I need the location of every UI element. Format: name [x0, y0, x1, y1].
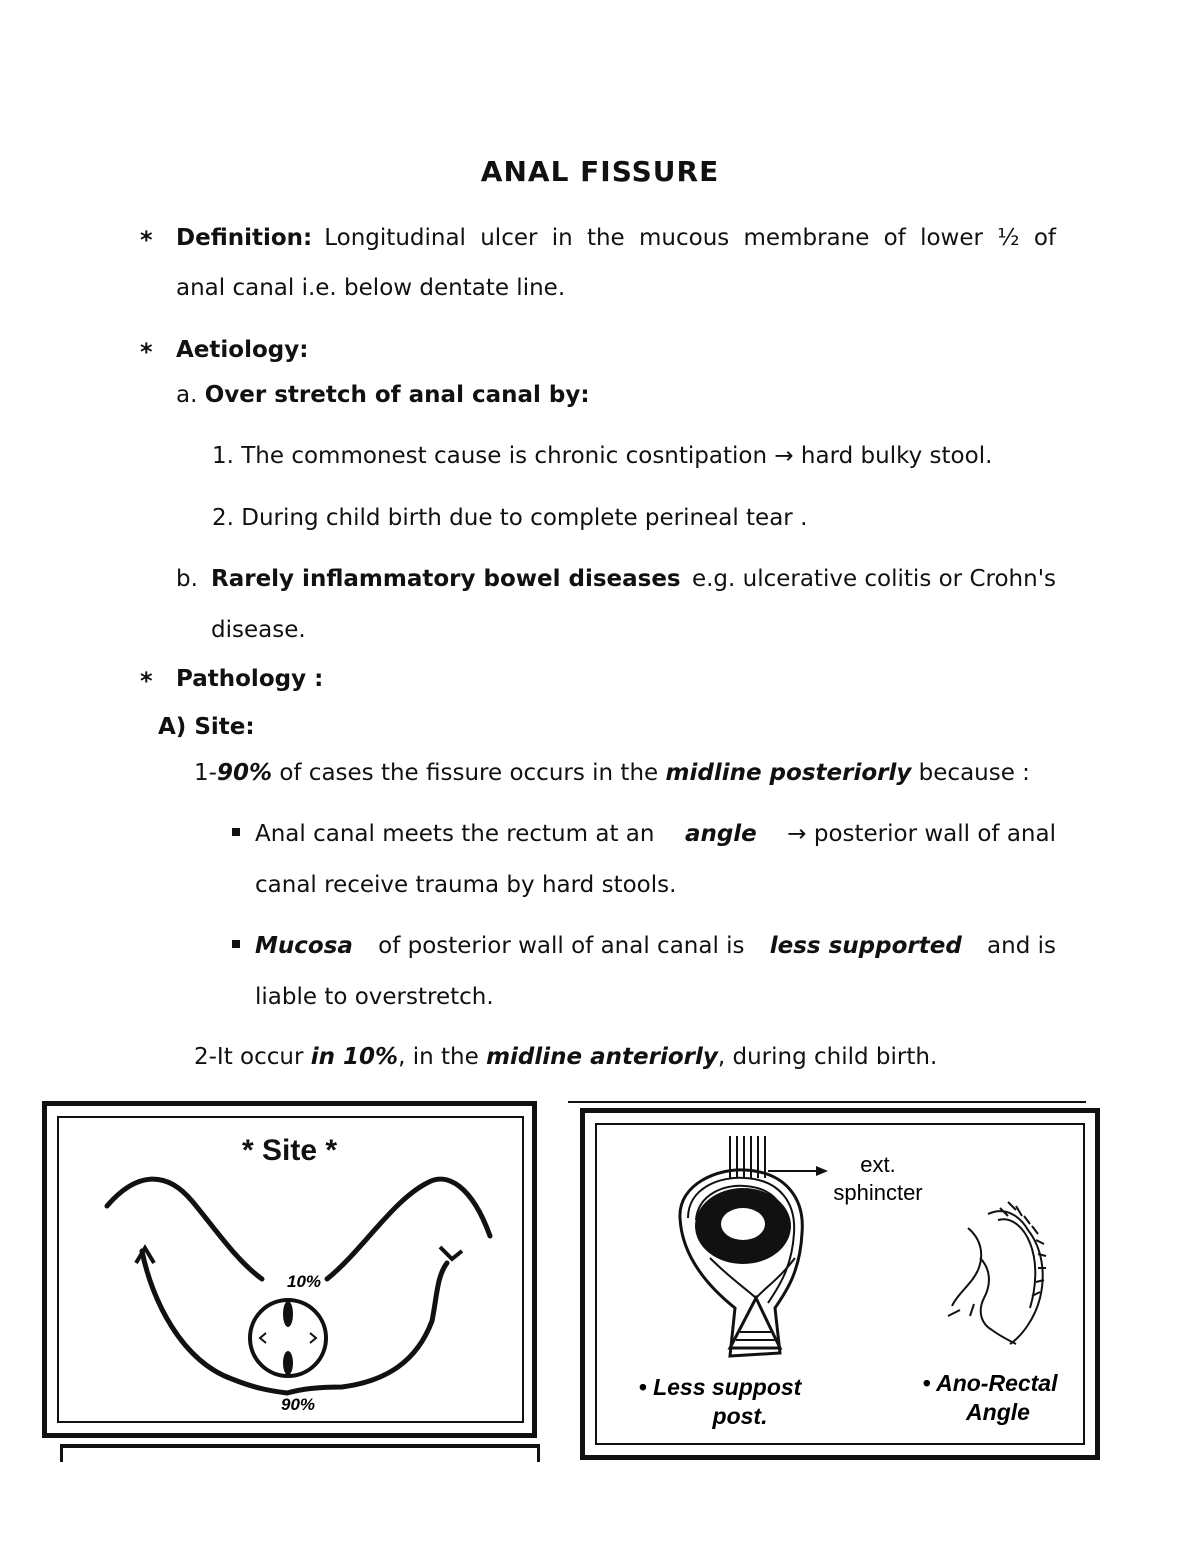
- definition-text: Longitudinal ulcer in the mucous membrane of lower ½ of: [324, 225, 1056, 251]
- bullet-star: *: [140, 226, 153, 254]
- caption-less-support: • Less suppost: [638, 1374, 802, 1400]
- top-rule: [568, 1101, 1086, 1103]
- aetiology-b-line2: disease.: [211, 617, 306, 643]
- bullet-2-line1: [255, 935, 1056, 958]
- caption-ano-rectal: • Ano-Rectal: [922, 1370, 1058, 1396]
- emphasis: angle: [684, 821, 757, 847]
- aetiology-a: [176, 384, 590, 407]
- square-bullet-icon: [232, 940, 240, 948]
- site-heading: A) Site:: [158, 714, 255, 740]
- buttocks-diagram: [42, 1101, 537, 1438]
- emphasis: Mucosa: [255, 933, 353, 959]
- caption-post: post.: [712, 1403, 768, 1429]
- page-title: ANAL FISSURE: [480, 155, 720, 188]
- aetiology-b-bold: Rarely inflammatory bowel diseases: [211, 566, 681, 592]
- next-frame-edge: [60, 1444, 540, 1462]
- bullet-1-line1: [255, 823, 1056, 846]
- pathology-point-2: [194, 1046, 937, 1069]
- bullet-star: *: [140, 338, 153, 366]
- list-marker: b.: [176, 566, 198, 592]
- definition-label: Definition:: [176, 225, 313, 251]
- label-ext: ext.: [860, 1152, 896, 1177]
- label-10-percent: 10%: [286, 1272, 322, 1291]
- text: of posterior wall of anal canal is: [378, 933, 745, 959]
- text: , during child birth.: [717, 1044, 938, 1070]
- point-number: 1-: [194, 760, 217, 786]
- text: Anal canal meets the rectum at an: [255, 821, 655, 847]
- label-90-percent: 90%: [280, 1395, 316, 1414]
- bullet-star: *: [140, 667, 153, 695]
- bullet-2-line2: liable to overstretch.: [255, 984, 494, 1010]
- emphasis: midline posteriorly: [665, 760, 912, 786]
- text: 2-It occur: [194, 1044, 304, 1070]
- aetiology-heading: Aetiology:: [176, 337, 309, 363]
- text: because :: [918, 760, 1030, 786]
- aetiology-item-2: 2. During child birth due to complete perineal tear .: [212, 505, 808, 531]
- definition-line2: anal canal i.e. below dentate line.: [176, 275, 566, 301]
- definition-line1: [176, 227, 1056, 250]
- aetiology-b-text: e.g. ulcerative colitis or Crohn's: [691, 566, 1056, 592]
- figure-site-title: * Site *: [241, 1134, 338, 1167]
- aetiology-a-heading: Over stretch of anal canal by:: [204, 382, 590, 408]
- caption-angle: Angle: [966, 1399, 1030, 1425]
- emphasis: midline anteriorly: [486, 1044, 718, 1070]
- text: of cases the fissure occurs in the: [279, 760, 659, 786]
- emphasis: 90%: [216, 760, 272, 786]
- emphasis: in 10%: [310, 1044, 399, 1070]
- text: and is: [987, 933, 1056, 959]
- square-bullet-icon: [232, 828, 240, 836]
- sphincter-diagram: [580, 1108, 1100, 1460]
- label-sphincter: sphincter: [833, 1180, 923, 1205]
- bullet-1-line2: canal receive trauma by hard stools.: [255, 872, 677, 898]
- ano-rectal-sketch: [948, 1202, 1046, 1344]
- text: → posterior wall of anal: [787, 821, 1056, 847]
- pathology-point-1: [194, 762, 1030, 785]
- emphasis: less supported: [769, 933, 962, 959]
- text: , in the: [398, 1044, 479, 1070]
- pathology-heading: Pathology :: [176, 666, 324, 692]
- aetiology-b-line1: [211, 568, 1056, 591]
- list-marker: a.: [176, 382, 198, 408]
- aetiology-item-1: 1. The commonest cause is chronic cosntipation → hard bulky stool.: [212, 443, 993, 469]
